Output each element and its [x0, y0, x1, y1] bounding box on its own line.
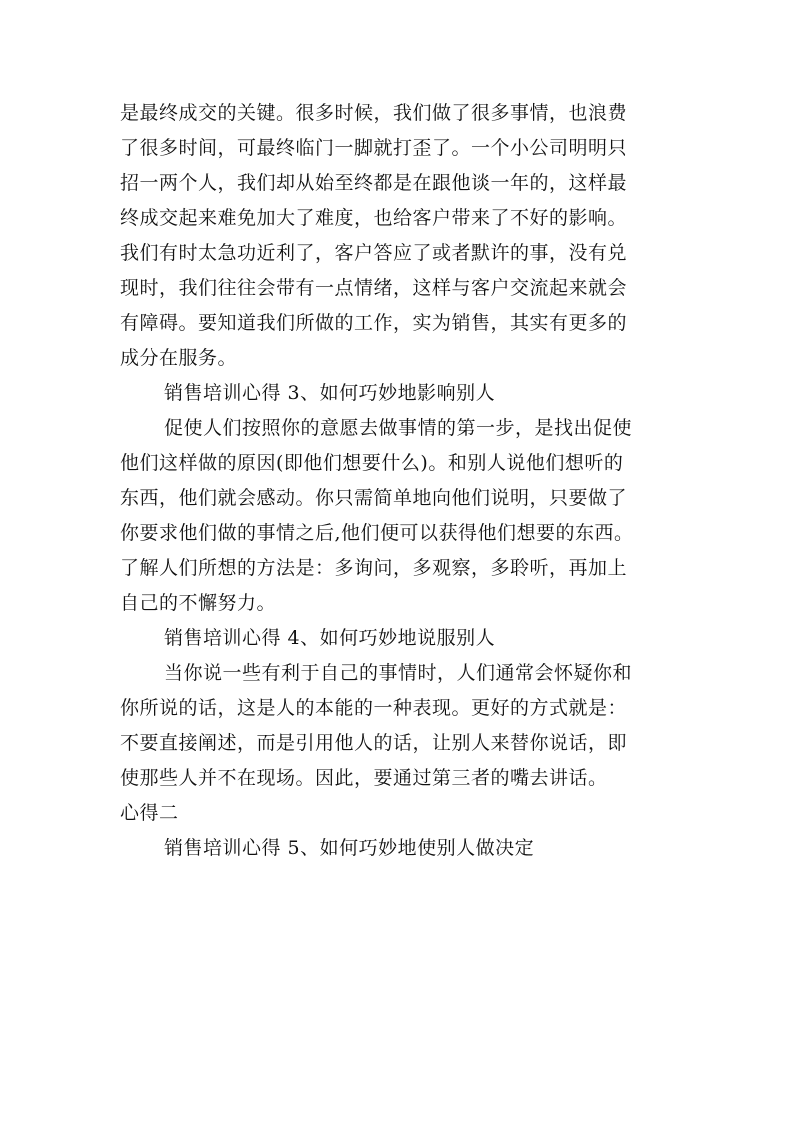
document-body: [120, 96, 680, 866]
paragraph-1-line: 招一两个人，我们却从始至终都是在跟他谈一年的，这样最: [120, 172, 628, 194]
paragraph-1-line: 了很多时间，可最终临门一脚就打歪了。一个小公司明明只: [120, 137, 628, 159]
paragraph-1-line: 我们有时太急功近利了，客户答应了或者默许的事，没有兑: [120, 242, 628, 264]
paragraph-2-line: 了解人们所想的方法是：多询问，多观察，多聆听，再加上: [120, 557, 628, 579]
paragraph-1-line: 终成交起来难免加大了难度，也给客户带来了不好的影响。: [120, 207, 628, 229]
section-heading-5: 销售培训心得 5、如何巧妙地使别人做决定: [164, 837, 535, 859]
paragraph-2-line: 你要求他们做的事情之后,他们便可以获得他们想要的东西。: [120, 522, 634, 544]
paragraph-2-line: 促使人们按照你的意愿去做事情的第一步，是找出促使: [164, 417, 633, 439]
paragraph-3-line: 使那些人并不在现场。因此，要通过第三者的嘴去讲话。: [120, 767, 608, 789]
paragraph-1-line: 成分在服务。: [120, 347, 238, 369]
paragraph-3-line: 不要直接阐述，而是引用他人的话，让别人来替你说话，即: [120, 732, 628, 754]
paragraph-2-line: 东西，他们就会感动。你只需简单地向他们说明，只要做了: [120, 487, 628, 509]
paragraph-2-line: 他们这样做的原因(即他们想要什么)。和别人说他们想听的: [120, 452, 624, 474]
paragraph-3-line: 当你说一些有利于自己的事情时，人们通常会怀疑你和: [164, 662, 633, 684]
paragraph-3-line: 你所说的话，这是人的本能的一种表现。更好的方式就是：: [120, 697, 628, 719]
section-heading-3: 销售培训心得 3、如何巧妙地影响别人: [164, 382, 496, 404]
paragraph-1-line: 是最终成交的关键。很多时候，我们做了很多事情，也浪费: [120, 102, 628, 124]
section-label: 心得二: [120, 802, 179, 824]
section-heading-4: 销售培训心得 4、如何巧妙地说服别人: [164, 627, 496, 649]
paragraph-2-line: 自己的不懈努力。: [120, 592, 277, 614]
paragraph-1-line: 有障碍。要知道我们所做的工作，实为销售，其实有更多的: [120, 312, 628, 334]
paragraph-1-line: 现时，我们往往会带有一点情绪，这样与客户交流起来就会: [120, 277, 628, 299]
